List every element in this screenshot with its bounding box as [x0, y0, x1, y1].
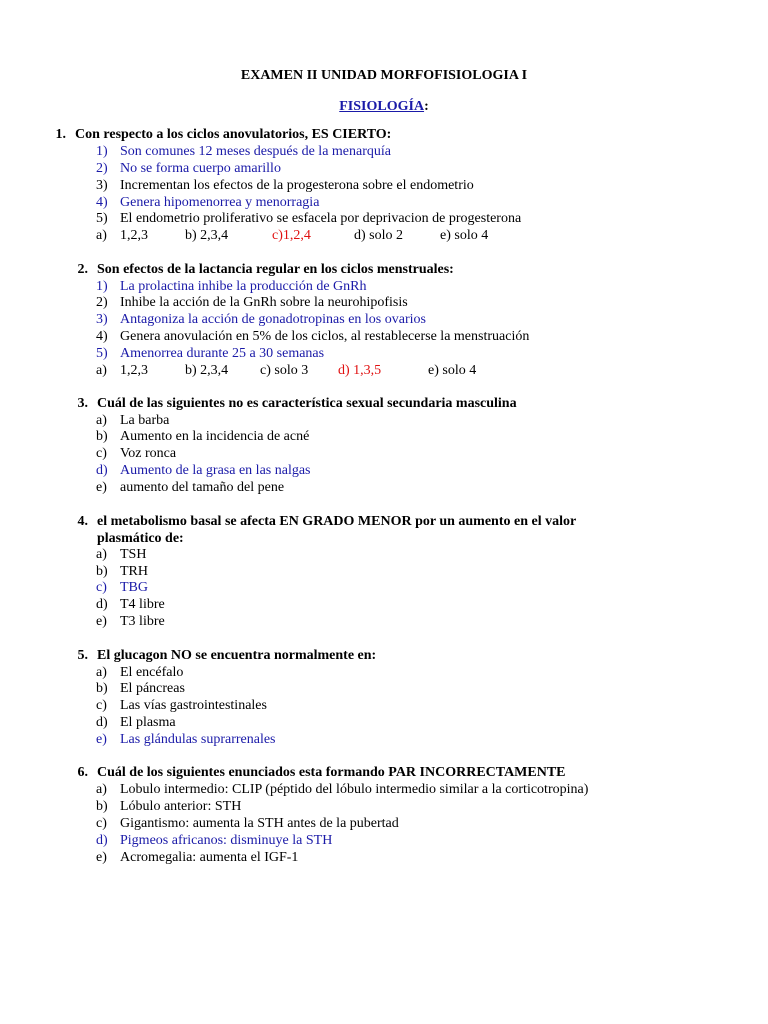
option-text: aumento del tamaño del pene: [120, 480, 285, 495]
question-number: 6.: [77, 765, 88, 780]
option-text: El páncreas: [120, 681, 185, 696]
option-text: Genera anovulación en 5% de los ciclos, al restablecerse la menstruación: [120, 329, 530, 344]
option-label: 2): [96, 161, 108, 176]
option-text: Son comunes 12 meses después de la menarquía: [120, 144, 391, 159]
option-label: 5): [96, 211, 108, 226]
option-label: d): [96, 833, 108, 848]
option-label: a): [96, 413, 107, 428]
option-text: Las vías gastrointestinales: [120, 698, 267, 713]
question-number: 3.: [77, 396, 88, 411]
option-text: T3 libre: [120, 614, 165, 629]
option-label: 1): [96, 279, 108, 294]
answer-choice: 1,2,3: [120, 363, 148, 378]
option-text: Acromegalia: aumenta el IGF-1: [120, 850, 299, 865]
option-label: a): [96, 782, 107, 797]
option-label: d): [96, 715, 108, 730]
option-text: Lóbulo anterior: STH: [120, 799, 242, 814]
answer-choices-row: [0, 228, 768, 245]
question-text: Con respecto a los ciclos anovulatorios, ES CIERTO:: [75, 127, 392, 142]
question-number: 4.: [77, 514, 88, 529]
section-subtitle-word: FISIOLOGÍA: [339, 99, 425, 114]
option-label: 3): [96, 178, 108, 193]
option-label: c): [96, 698, 107, 713]
answer-choice-selected: d) 1,3,5: [338, 363, 382, 378]
option-label: c): [96, 446, 107, 461]
answer-choice: b) 2,3,4: [185, 228, 229, 243]
option-label: 2): [96, 295, 108, 310]
exam-title: EXAMEN II UNIDAD MORFOFISIOLOGIA I: [240, 68, 528, 83]
option-label: 5): [96, 346, 108, 361]
option-label: b): [96, 429, 108, 444]
question-text: Cuál de los siguientes enunciados esta formando PAR INCORRECTAMENTE: [97, 765, 566, 780]
option-label: 4): [96, 195, 108, 210]
option-label: c): [96, 816, 107, 831]
question-number: 1.: [55, 127, 66, 142]
option-label: d): [96, 463, 108, 478]
option-text: La barba: [120, 413, 170, 428]
option-text: Lobulo intermedio: CLIP (péptido del lóbulo intermedio similar a la corticotropina): [120, 782, 589, 797]
question-number: 2.: [77, 262, 88, 277]
answer-choice: e) solo 4: [440, 228, 489, 243]
option-label: 4): [96, 329, 108, 344]
answer-choice-selected: c)1,2,4: [272, 228, 311, 243]
answer-choice: c) solo 3: [260, 363, 309, 378]
section-subtitle-suffix: :: [424, 99, 429, 114]
option-text: No se forma cuerpo amarillo: [120, 161, 281, 176]
question-text-line-2: plasmático de:: [97, 531, 184, 546]
option-label: c): [96, 580, 107, 595]
option-label: b): [96, 564, 108, 579]
option-label: b): [96, 681, 108, 696]
answer-choice: a): [96, 363, 107, 378]
answer-choices-row: [0, 363, 768, 380]
option-label: a): [96, 547, 107, 562]
option-label: e): [96, 614, 107, 629]
option-text: Pigmeos africanos: disminuye la STH: [120, 833, 333, 848]
section-subtitle: [0, 99, 768, 115]
answer-choice: e) solo 4: [428, 363, 477, 378]
question-text-line-1: el metabolismo basal se afecta EN GRADO MENOR por un aumento en el valor: [97, 514, 577, 529]
option-text: Genera hipomenorrea y menorragia: [120, 195, 320, 210]
question-text: Son efectos de la lactancia regular en los ciclos menstruales:: [97, 262, 454, 277]
question-text: Cuál de las siguientes no es característica sexual secundaria masculina: [97, 396, 517, 411]
option-text: Voz ronca: [120, 446, 177, 461]
option-label: d): [96, 597, 108, 612]
option-text: El encéfalo: [120, 665, 184, 680]
option-text: La prolactina inhibe la producción de GnRh: [120, 279, 367, 294]
option-text: TSH: [120, 547, 147, 562]
question-number: 5.: [77, 648, 88, 663]
option-text: Aumento de la grasa en las nalgas: [120, 463, 311, 478]
option-label: a): [96, 665, 107, 680]
answer-choice: a): [96, 228, 107, 243]
option-text: Incrementan los efectos de la progesterona sobre el endometrio: [120, 178, 474, 193]
option-label: 1): [96, 144, 108, 159]
option-label: 3): [96, 312, 108, 327]
option-label: e): [96, 732, 107, 747]
answer-choice: d) solo 2: [354, 228, 403, 243]
option-text: TRH: [120, 564, 148, 579]
option-label: b): [96, 799, 108, 814]
option-text: El plasma: [120, 715, 176, 730]
option-text: Inhibe la acción de la GnRh sobre la neurohipofisis: [120, 295, 408, 310]
answer-choice: b) 2,3,4: [185, 363, 229, 378]
option-text: Gigantismo: aumenta la STH antes de la pubertad: [120, 816, 399, 831]
option-text: Aumento en la incidencia de acné: [120, 429, 310, 444]
answer-choice: 1,2,3: [120, 228, 148, 243]
option-text: El endometrio proliferativo se esfacela por deprivacion de progesterona: [120, 211, 522, 226]
option-text: TBG: [120, 580, 148, 595]
option-text: Antagoniza la acción de gonadotropinas en los ovarios: [120, 312, 426, 327]
option-label: e): [96, 480, 107, 495]
question-text: El glucagon NO se encuentra normalmente en:: [97, 648, 377, 663]
option-label: e): [96, 850, 107, 865]
option-text: T4 libre: [120, 597, 165, 612]
option-text: Amenorrea durante 25 a 30 semanas: [120, 346, 325, 361]
option-text: Las glándulas suprarrenales: [120, 732, 276, 747]
